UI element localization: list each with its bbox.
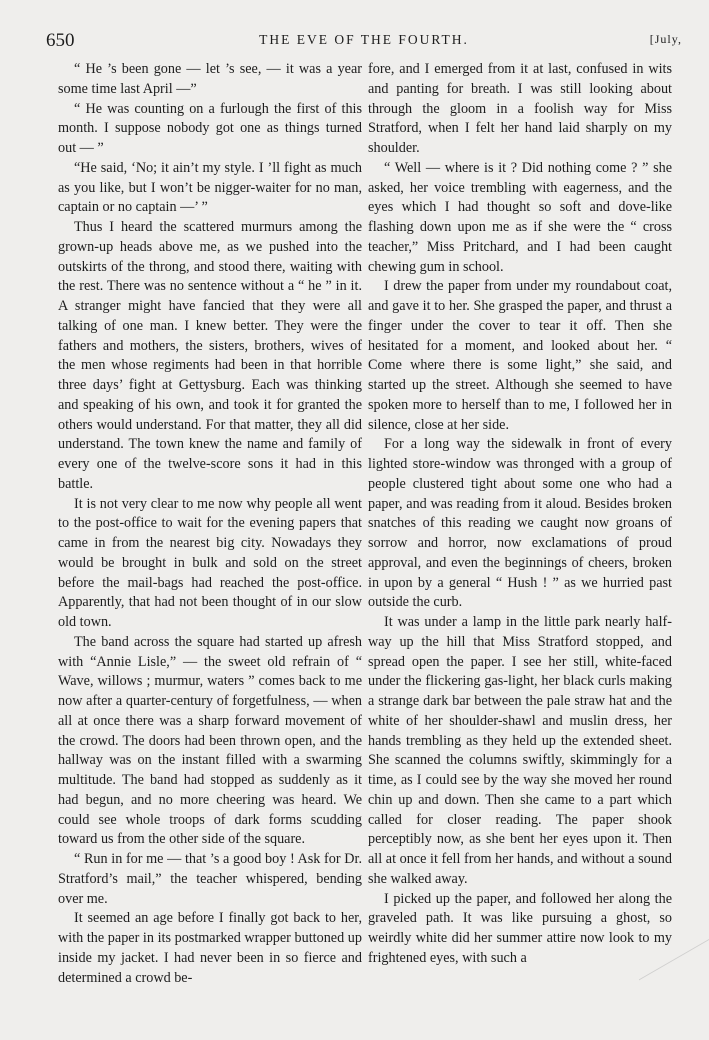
right-column <box>368 60 672 969</box>
paragraph: I picked up the paper, and followed her along the graveled path. It was like pursuing a ghost, so weirdly white did her summer attire now look to my frightened eyes, with such a <box>368 890 672 966</box>
paragraph: “He said, ‘No; it ain’t my style. I ’ll fight as much as you like, but I won’t be nigger-waiter for no man, captain or no captain —’ ” <box>58 159 362 216</box>
paragraph: It seemed an age before I finally got back to her, with the paper in its postmarked wrapper buttoned up inside my jacket. I had never been in so fierce and determined a crowd be- <box>58 910 362 986</box>
paragraph: I drew the paper from under my roundabout coat, and gave it to her. She grasped the paper, and thrust a finger under the cover to tear it off. Then she hesitated for a moment, and looked about her. “ Come where there is some light,” she said, and started up the street. Although she seemed to have spoken more to herself than to me, I followed her in silence, close at her side. <box>368 278 672 433</box>
paragraph: “ He ’s been gone — let ’s see, — it was a year some time last April —” <box>58 61 362 97</box>
issue-month: [July, <box>649 32 682 46</box>
paragraph: “ He was counting on a furlough the first of this month. I suppose nobody got one as things turned out — ” <box>58 100 362 156</box>
paragraph: “ Well — where is it ? Did nothing come ? ” she asked, her voice trembling with eagerness, and the eyes which I had thought so soft and dove-like flashing down upon me as if she were the “ cross teacher,” Miss Pritchard, and I had been caught chewing gum in school. <box>368 159 672 275</box>
paragraph: It was under a lamp in the little park nearly half-way up the hill that Miss Stratford stopped, and spread open the paper. I see her still, white-faced under the flickering gas-light, her black curls making a strange dark bar between the pale straw hat and the white of her shoulder-shawl and muslin dress, her hands trembling as they held up the extended sheet. She scanned the columns swiftly, skimmingly for a time, as I could see by the way she moved her round chin up and down. Then she came to a part which called for closer reading. The paper shook perceptibly now, as she bent her eyes upon it. Then all at once it fell from her hands, and without a sound she walked away. <box>368 614 672 887</box>
paragraph: The band across the square had started up afresh with “Annie Lisle,” — the sweet old refrain of “ Wave, willows ; murmur, waters ” comes back to me now after a quarter-century of forgetfulness, — when all at once there was a sharp forward movement of the crowd. The doors had been thrown open, and the hallway was on the instant filled with a swarming multitude. The band had stopped as suddenly as it had begun, and no more cheering was heard. We could see whole troops of dark forms scudding toward us from the other side of the square. <box>58 633 362 848</box>
paragraph: “ Run in for me — that ’s a good boy ! Ask for Dr. Stratford’s mail,” the teacher whispered, bending over me. <box>58 851 362 907</box>
page-number: 650 <box>46 30 75 51</box>
left-column <box>58 60 362 988</box>
running-head <box>46 28 682 50</box>
paragraph: For a long way the sidewalk in front of every lighted store-window was thronged with a group of people clustered tight about some one who had a paper, and was reading from it aloud. Besides broken snatches of this reading we caught now groans of sorrow and horror, now exclamations of proud approval, and even the beginnings of cheers, broken in upon by a general “ Hush ! ” as we hurried past outside the curb. <box>368 436 672 611</box>
paragraph: It is not very clear to me now why people all went to the post-office to wait for the evening papers that came in from the nearest big city. Nowadays they would be brought in bulk and sold on the street before the mail-bags had reached the post-office. Apparently, that had not been thought of in our slow old town. <box>58 495 362 630</box>
paragraph-continuation: fore, and I emerged from it at last, confused in wits and panting for breath. I was still looking about through the gloom in a foolish way for Miss Stratford, when I felt her hand laid sharply on my shoulder. <box>368 61 672 156</box>
running-title: THE EVE OF THE FOURTH. <box>259 32 469 47</box>
paragraph: Thus I heard the scattered murmurs among the grown-up heads above me, as we pushed into the outskirts of the throng, and stood there, waiting with the rest. There was no sentence without a “ he ” in it. A stranger might have fancied that they were all talking of one man. I knew better. They were the fathers and mothers, the sisters, brothers, wives of the men whose regiments had been in that horrible three days’ fight at Gettysburg. Each was thinking and speaking of his own, and took it for granted the others would understand. For that matter, they all did understand. The town knew the name and family of every one of the twelve-score sons it had in this battle. <box>58 219 362 492</box>
